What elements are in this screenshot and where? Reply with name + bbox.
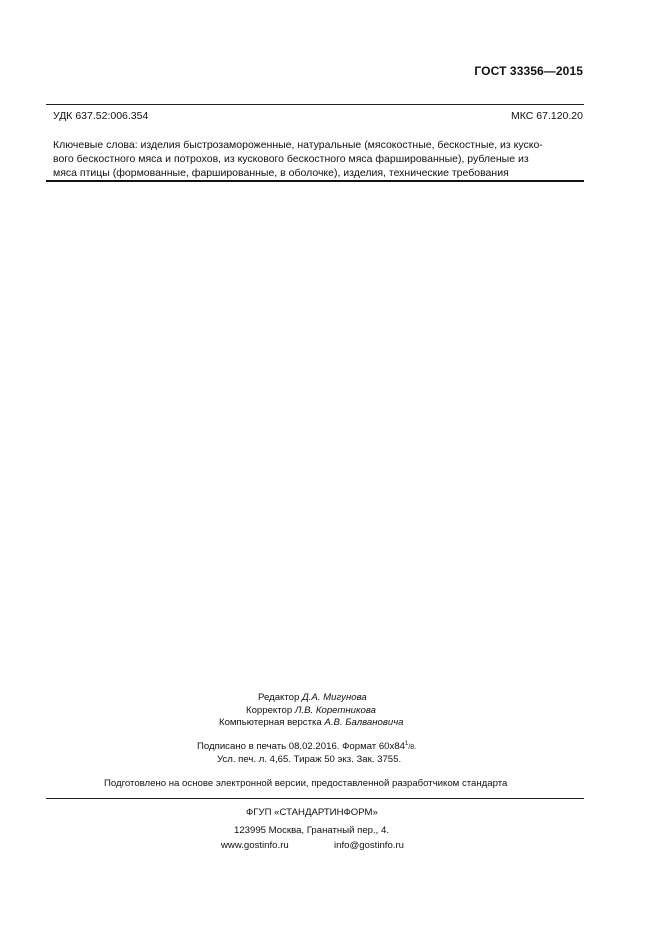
publisher-email[interactable]: info@gostinfo.ru (334, 840, 405, 851)
keywords-line-1: Ключевые слова: изделия быстрозамороженные, натуральные (мясокостные, бескостные, из куско- (53, 139, 543, 151)
publisher-name: ФГУП «СТАНДАРТИНФОРМ» (246, 807, 378, 818)
thick-divider (46, 180, 584, 182)
format-sup: 1 (405, 741, 409, 747)
signed-info (197, 741, 416, 752)
editor-name: Д.А. Мигунова (301, 692, 367, 703)
keywords-line-3: мяса птицы (формованные, фаршированные, в оболочке), изделия, технические требования (53, 167, 509, 179)
signed-text: Подписано в печать 08.02.2016. Формат 60х84 (197, 741, 405, 753)
prepared-note: Подготовлено на основе электронной версии, предоставленной разработчиком стандарта (104, 778, 508, 789)
layout-credit (219, 717, 404, 728)
layout-name: А.В. Балвановича (324, 717, 404, 728)
layout-label: Компьютерная верстка (219, 717, 325, 728)
corrector-label: Корректор (246, 705, 295, 716)
print-info: Усл. печ. л. 4,65. Тираж 50 экз. Зак. 3755. (217, 754, 402, 765)
keywords-line-2: вого бескостного мяса и потрохов, из кускового бескостного мяса фаршированные), рубленые из (53, 153, 529, 165)
publisher-website[interactable]: www.gostinfo.ru (221, 840, 289, 851)
editor-label: Редактор (258, 692, 302, 703)
corrector-credit (246, 705, 376, 716)
publisher-divider (46, 798, 584, 799)
publisher-address: 123995 Москва, Гранатный пер., 4. (234, 825, 389, 836)
top-divider (46, 104, 584, 105)
editor-credit (258, 692, 367, 703)
keywords-paragraph (53, 138, 579, 180)
mks-code: МКС 67.120.20 (511, 110, 583, 122)
format-sub: /8. (408, 744, 417, 752)
udk-code: УДК 637.52:006.354 (53, 110, 149, 122)
document-code: ГОСТ 33356—2015 (474, 64, 583, 78)
corrector-name: Л.В. Коретникова (294, 705, 376, 716)
